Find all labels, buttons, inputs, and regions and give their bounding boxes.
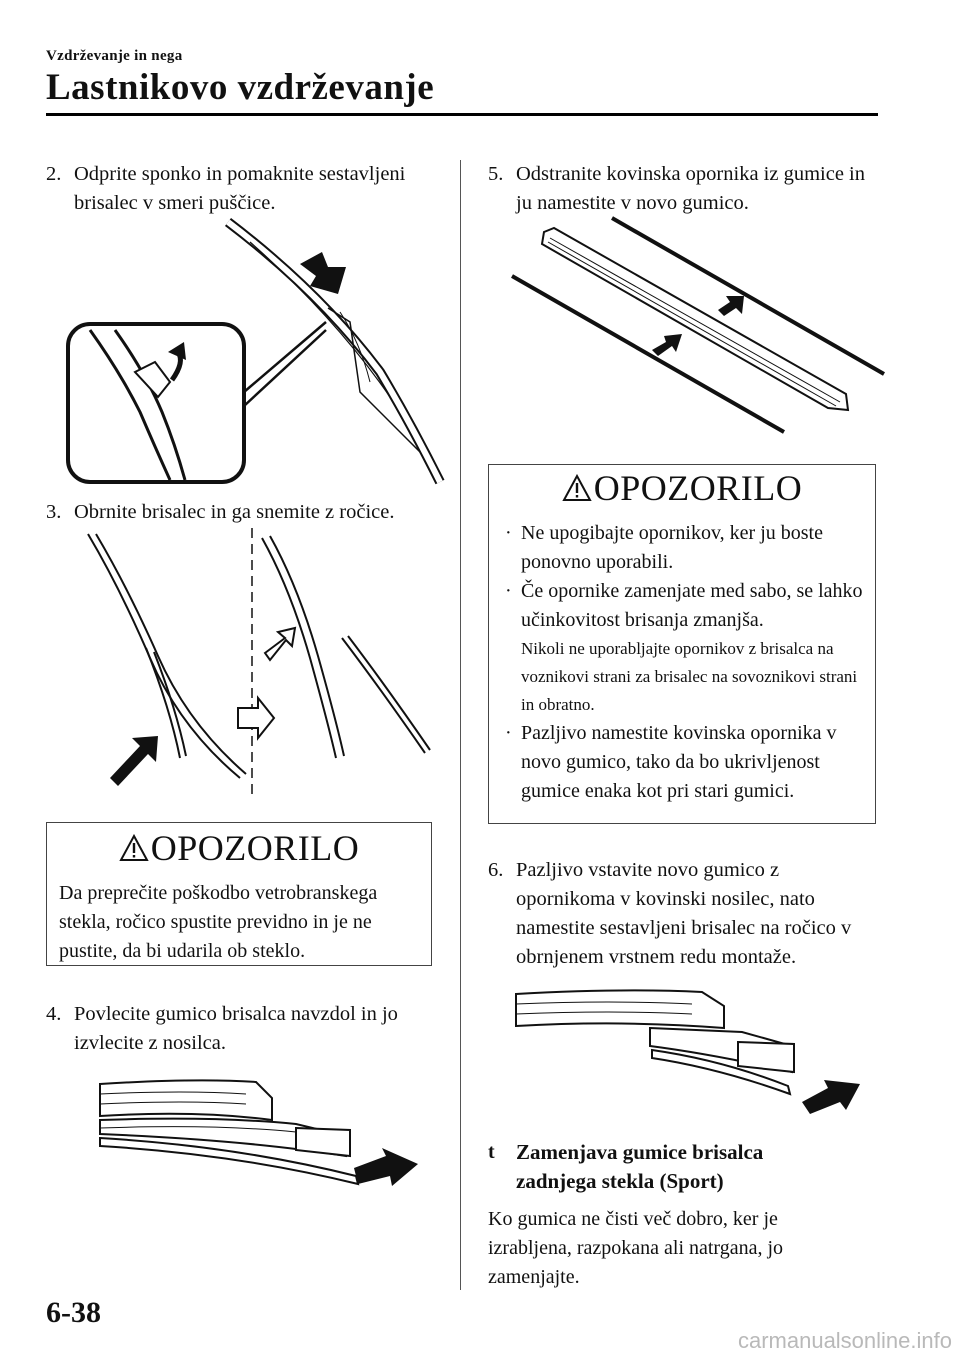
warning-title-text: OPOZORILO bbox=[150, 828, 360, 868]
watermark: carmanualsonline.info bbox=[737, 1328, 952, 1353]
warning-bullet: · Če opornike zamenjate med sabo, se lahko učinkovitost brisanja zmanjša. Nikoli ne uporabljajte opornikov z brisalca na voznikovi strani za brisalec na sovoznikovi strani in obratno. bbox=[505, 577, 865, 719]
illustration-open-clip bbox=[60, 212, 450, 492]
illustration-remove-wiper bbox=[80, 528, 440, 800]
step-text: Povlecite gumico brisalca navzdol in jo izvlecite z nosilca. bbox=[74, 1003, 398, 1054]
step-text: Obrnite brisalec in ga snemite z ročice. bbox=[74, 501, 395, 523]
subsection-heading bbox=[488, 1138, 848, 1196]
section-label: Vzdrževanje in nega bbox=[46, 48, 183, 64]
warning-bullet: · Ne upogibajte opornikov, ker ju boste ponovno uporabili. bbox=[505, 522, 823, 573]
step-3 bbox=[46, 498, 446, 527]
step-5 bbox=[488, 160, 880, 218]
step-text: Odstranite kovinska opornika iz gumice in ju namestite v novo gumico. bbox=[516, 163, 865, 214]
warning-box-2 bbox=[488, 464, 876, 824]
illustration-remove-strips bbox=[506, 214, 886, 440]
step-6 bbox=[488, 856, 880, 972]
header-rule bbox=[46, 113, 878, 116]
illustration-insert-rubber bbox=[512, 984, 872, 1114]
column-divider bbox=[460, 160, 461, 1290]
warning-box-1 bbox=[46, 822, 432, 966]
step-4 bbox=[46, 1000, 438, 1058]
illustration-pull-rubber bbox=[96, 1076, 426, 1194]
warning-bullet-list bbox=[505, 519, 865, 806]
chapter-title: Lastnikovo vzdrževanje bbox=[46, 67, 435, 108]
warning-text: Da preprečite poškodbo vetrobranskega stekla, ročico spustite previdno in je ne pustite, da bi udarila ob steklo. bbox=[59, 882, 378, 962]
page-number: 6-38 bbox=[46, 1296, 101, 1329]
step-2 bbox=[46, 160, 426, 218]
step-text: Pazljivo vstavite novo gumico z opornikoma v kovinski nosilec, nato namestite sestavljeni brisalec na ročico v obrnjenem vrstnem redu montaže. bbox=[516, 859, 852, 968]
warning-bullet: · Pazljivo namestite kovinska opornika v novo gumico, tako da bo ukrivljenost gumice enaka kot pri stari gumici. bbox=[505, 722, 837, 802]
step-number: 5. bbox=[488, 163, 504, 185]
warning-triangle-icon bbox=[119, 834, 149, 862]
warning-triangle-icon bbox=[562, 474, 592, 502]
warning-small-note: Nikoli ne uporabljajte opornikov z brisalca na voznikovi strani za brisalec na sovoznikovi strani in obratno. bbox=[521, 639, 858, 714]
subsection-title: Zamenjava gumice brisalca zadnjega stekla (Sport) bbox=[516, 1140, 764, 1193]
step-text: Odprite sponko in pomaknite sestavljeni brisalec v smeri puščice. bbox=[74, 163, 406, 214]
warning-title-text: OPOZORILO bbox=[593, 468, 803, 508]
step-number: 4. bbox=[46, 1003, 62, 1025]
closing-paragraph: Ko gumica ne čisti več dobro, ker je izrabljena, razpokana ali natrgana, jo zamenjajte. bbox=[488, 1208, 784, 1288]
subsection-marker: t bbox=[488, 1141, 495, 1163]
step-number: 2. bbox=[46, 163, 62, 185]
warning-title bbox=[47, 827, 431, 869]
step-number: 3. bbox=[46, 501, 62, 523]
warning-title bbox=[489, 467, 875, 509]
step-number: 6. bbox=[488, 859, 504, 881]
